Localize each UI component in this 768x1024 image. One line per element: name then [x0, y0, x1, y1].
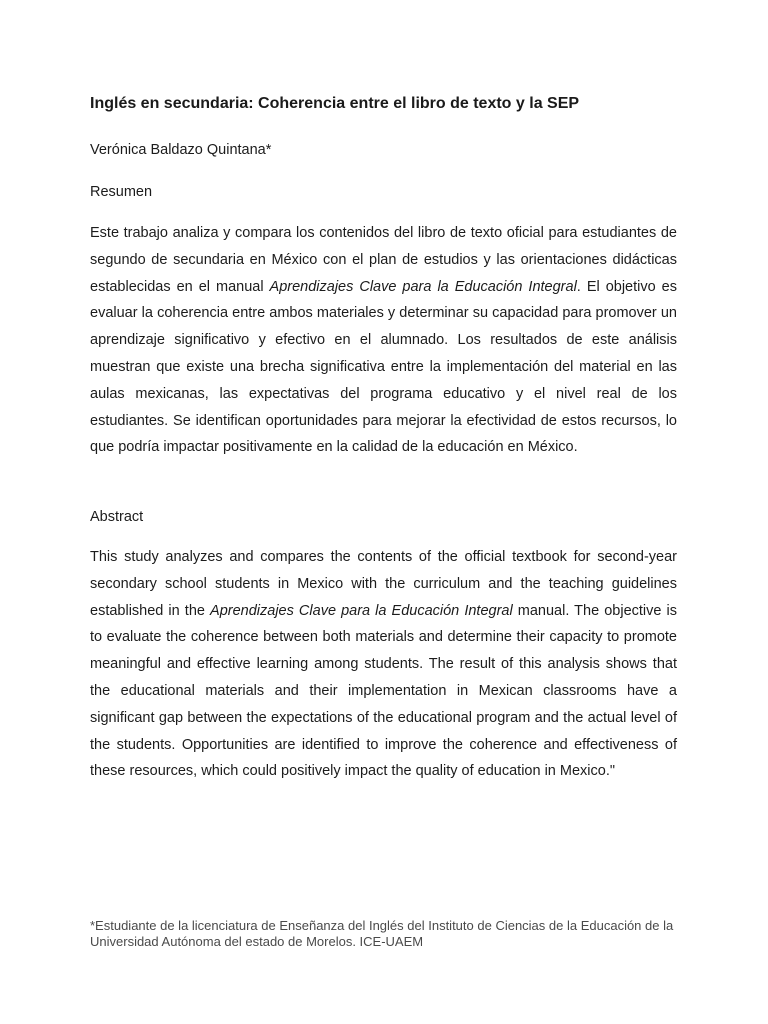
author-footnote: *Estudiante de la licenciatura de Enseñanza del Inglés del Instituto de Ciencias de la Educación de la Universidad Autónoma del estado de Morelos. ICE-UAEM	[90, 918, 674, 949]
resumen-paragraph	[90, 220, 677, 461]
resumen-text-start: Este trabajo analiza y compara los contenidos del libro de texto oficial para estudiantes de segundo de secundaria en México con el plan de estudios y las orientaciones didácticas establecidas en el manual	[90, 225, 677, 295]
abstract-text-start: This study analyzes and compares the contents of the official textbook for second-year secondary school students in Mexico with the curriculum and the teaching guidelines established in the	[90, 549, 677, 619]
abstract-text-end: manual. The objective is to evaluate the coherence between both materials and determine their capacity to promote meaningful and effective learning among students. The result of this analysis shows that the educational materials and their implementation in Mexican classrooms have a significant gap between the expectations of the educational program and the actual level of the students. Opportunities are identified to improve the coherence and effectiveness of these resources, which could positively impact the quality of education in Mexico."	[90, 602, 677, 780]
resumen-manual-title: Aprendizajes Clave para la Educación Integral	[269, 278, 577, 295]
resumen-heading: Resumen	[90, 184, 153, 200]
abstract-manual-title: Aprendizajes Clave para la Educación Integral	[210, 602, 513, 619]
resumen-text-end: . El objetivo es evaluar la coherencia entre ambos materiales y determinar su capacidad para promover un aprendizaje significativo y efectivo en el alumnado. Los resultados de este análisis muestran que existe una brecha significativa entre la implementación del material en las aulas mexicanas, las expectativas del programa educativo y el nivel real de los estudiantes. Se identifican oportunidades para mejorar la efectividad de estos recursos, lo que podría impactar positivamente en la calidad de la educación en México.	[90, 278, 677, 456]
author-name: Verónica Baldazo Quintana*	[90, 142, 272, 158]
abstract-heading: Abstract	[90, 509, 144, 525]
paper-title: Inglés en secundaria: Coherencia entre el libro de texto y la SEP	[90, 95, 580, 112]
abstract-paragraph	[90, 544, 677, 785]
